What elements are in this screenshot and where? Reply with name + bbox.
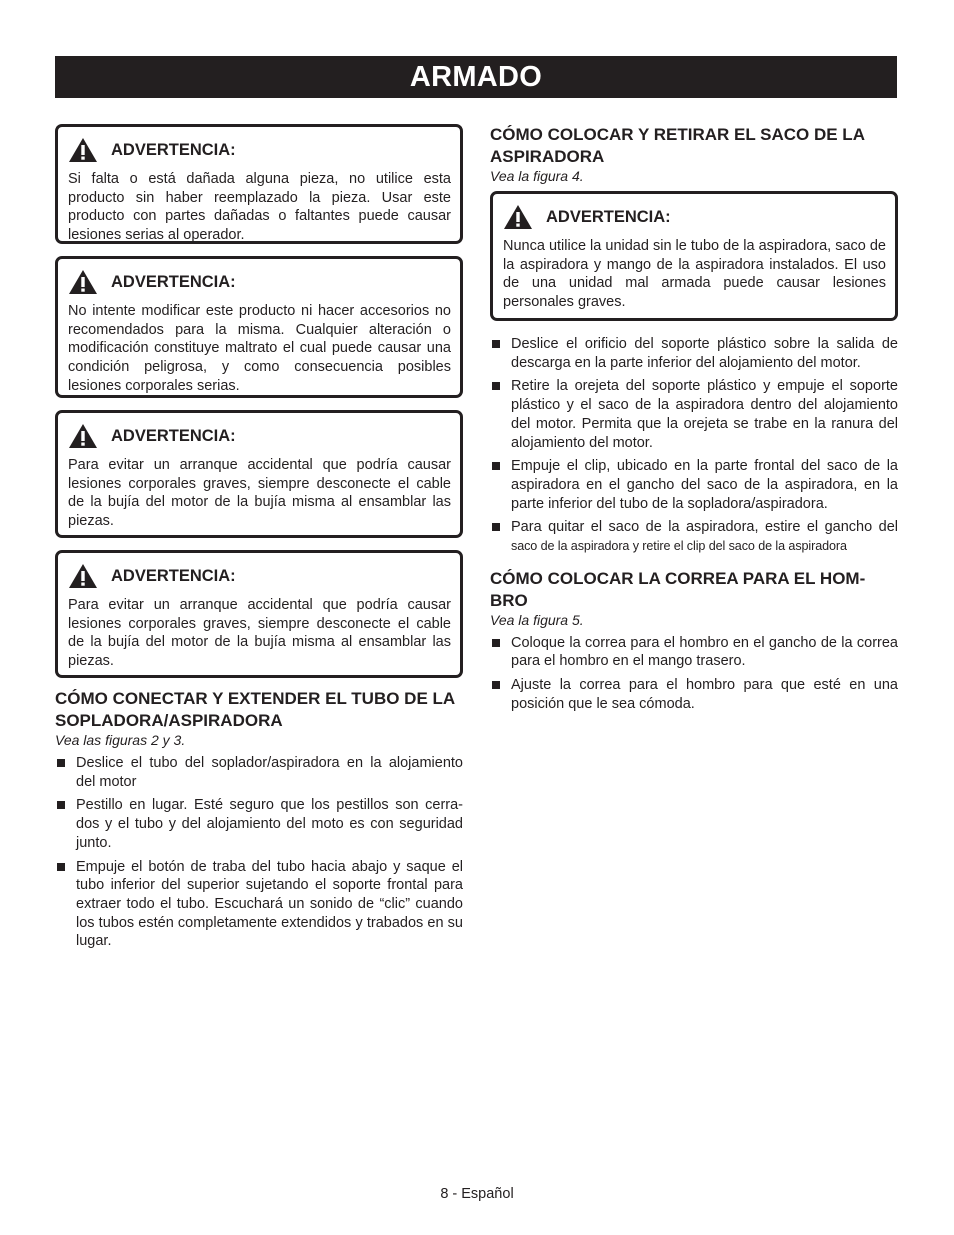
list-item: Retire la orejeta del soporte plástico y empuje el soporte plástico y el saco de la aspiradora dentro del alojamiento del motor. Permita que la orejeta se trabe en la ranura del alojamiento del motor. [490, 377, 898, 452]
warning-title: ADVERTENCIA: [111, 140, 236, 159]
page-footer: 8 - Español [440, 1186, 514, 1202]
bullet-square-icon [492, 462, 500, 470]
figure-reference: Vea las figuras 2 y 3. [55, 732, 186, 748]
list-item: Ajuste la correa para el hombro para que esté en una posición que le sea cómoda. [490, 676, 898, 713]
warning-box-spark-plug-repeat [55, 550, 463, 678]
bullet-square-icon [492, 340, 500, 348]
page-title-banner [55, 56, 897, 98]
bullet-square-icon [57, 759, 65, 767]
warning-triangle-icon [68, 269, 98, 295]
left-column [55, 124, 463, 956]
warning-box-spark-plug [55, 410, 463, 538]
warning-box-assembly [490, 191, 898, 321]
warning-title: ADVERTENCIA: [111, 272, 236, 291]
list-item: Para quitar el saco de la aspiradora, estire el gancho del saco de la aspiradora y retire el clip del saco de la aspiradora [490, 518, 898, 555]
page-title: ARMADO [409, 60, 543, 93]
figure-reference: Vea la figura 4. [490, 168, 584, 184]
list-item: Pestillo en lugar. Esté seguro que los pestillos son cerra-dos y el tubo y del alojamiento del moto es con seguridad junto. [55, 796, 463, 852]
section-heading-bag: CÓMO COLOCAR Y RETIRAR EL SACO DE LA ASPIRADORA [490, 125, 865, 166]
warning-title: ADVERTENCIA: [111, 566, 236, 585]
tube-steps-list [55, 754, 463, 951]
bullet-square-icon [57, 801, 65, 809]
warning-title: ADVERTENCIA: [546, 207, 671, 226]
bullet-square-icon [57, 863, 65, 871]
warning-text: Para evitar un arranque accidental que podría causar lesiones corporales graves, siempre desconecte el cable de la bujía del motor de la bujía misma al ensamblar las piezas. [68, 597, 451, 670]
bullet-square-icon [492, 382, 500, 390]
list-item: Deslice el tubo del soplador/aspiradora en la alojamiento del motor [55, 754, 463, 791]
list-item: Deslice el orificio del soporte plástico sobre la salida de descarga en la parte inferior del alojamiento del motor. [490, 335, 898, 372]
list-item: Coloque la correa para el hombro en el gancho de la correa para el hombro en el mango trasero. [490, 634, 898, 671]
section-heading-tube: CÓMO CONECTAR Y EXTENDER EL TUBO DE LA SOPLADORA/ASPIRADORA [55, 689, 455, 730]
warning-text: No intente modificar este producto ni hacer accesorios no recomendados para la misma. Cualquier alteración o modificación constituye maltrato el cual puede causar una condición peligrosa, y como consecuencia posibles lesiones corporales serias. [68, 303, 451, 394]
figure-reference: Vea la figura 5. [490, 611, 584, 628]
list-item: Empuje el botón de traba del tubo hacia abajo y saque el tubo inferior del superior sujetando el soporte frontal para extraer todo el tubo. Escuchará un sonido de “clic” cuando los tubos estén completamente extendidos y trabados en su lugar. [55, 858, 463, 952]
right-column [490, 124, 898, 719]
warning-triangle-icon [68, 137, 98, 163]
warning-title: ADVERTENCIA: [111, 426, 236, 445]
bullet-square-icon [492, 681, 500, 689]
bag-steps-list [490, 335, 898, 556]
strap-steps-list [490, 634, 898, 714]
warning-triangle-icon [68, 423, 98, 449]
bullet-square-icon [492, 523, 500, 531]
section-heading-strap: CÓMO COLOCAR LA CORREA PARA EL HOM-BRO [490, 568, 866, 610]
warning-box-modification [55, 256, 463, 398]
warning-triangle-icon [68, 563, 98, 589]
warning-text: Nunca utilice la unidad sin le tubo de la aspiradora, saco de la aspiradora y mango de la aspiradora instalados. El uso de una unidad mal armada puede causar lesiones personales graves. [503, 238, 886, 311]
warning-box-missing-parts [55, 124, 463, 244]
warning-text: Si falta o está dañada alguna pieza, no utilice esta producto sin haber reemplazado la pieza. Usar este producto con partes dañadas o faltantes puede causar lesiones serias al operador. [68, 171, 451, 244]
warning-text: Para evitar un arranque accidental que podría causar lesiones corporales graves, siempre desconecte el cable de la bujía del motor de la bujía misma al ensamblar las piezas. [68, 457, 451, 530]
bullet-square-icon [492, 639, 500, 647]
list-item: Empuje el clip, ubicado en la parte frontal del saco de la aspiradora en el gancho del saco de la aspiradora, en la parte inferior del tubo de la sopladora/aspiradora. [490, 457, 898, 513]
warning-triangle-icon [503, 204, 533, 230]
